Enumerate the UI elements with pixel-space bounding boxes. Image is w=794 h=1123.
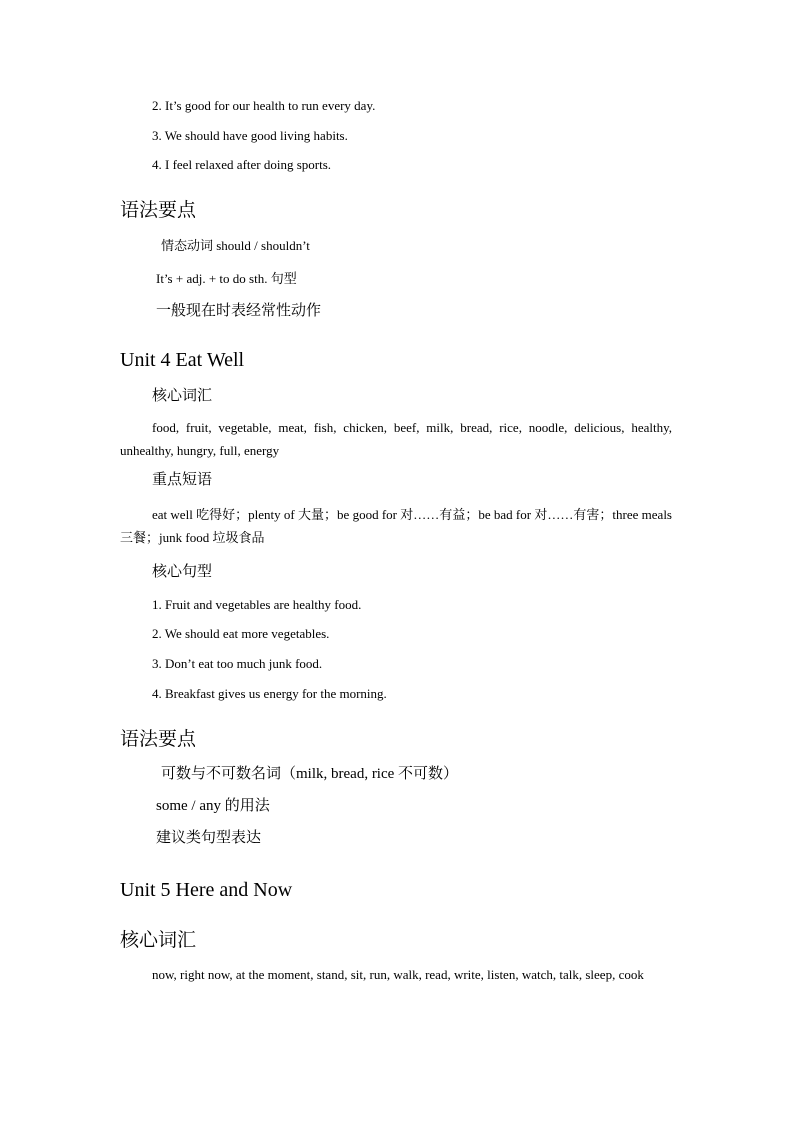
grammar-heading: 语法要点	[120, 729, 197, 750]
grammar-point: 建议类句型表达	[156, 830, 262, 846]
grammar-point: It’s + adj. + to do sth. 句型	[156, 271, 297, 286]
grammar-point: 一般现在时表经常性动作	[156, 303, 322, 319]
unit4-sentence-3: 3. Don’t eat too much junk food.	[152, 656, 323, 671]
grammar-point: some / any 的用法	[156, 798, 270, 814]
unit3-sentence-2: 2. It’s good for our health to run every day.	[152, 98, 376, 113]
unit5-title: Unit 5 Here and Now	[120, 879, 293, 901]
unit4-vocab-paragraph: food, fruit, vegetable, meat, fish, chicken, beef, milk, bread, rice, noodle, delicious, healthy, unhealthy, hungry, full, energy	[120, 420, 672, 458]
phrases-heading: 重点短语	[152, 472, 213, 488]
unit4-sentence-4: 4. Breakfast gives us energy for the morning.	[152, 686, 387, 701]
grammar-heading: 语法要点	[120, 200, 197, 221]
vocab-heading: 核心词汇	[152, 388, 213, 404]
unit3-sentence-3: 3. We should have good living habits.	[152, 128, 348, 143]
grammar-point: 可数与不可数名词（milk, bread, rice 不可数）	[161, 766, 459, 782]
unit4-phrases-paragraph: eat well 吃得好；plenty of 大量；be good for 对……有益；be bad for 对……有害；three meals 三餐；junk food 垃圾食品	[120, 507, 672, 545]
unit3-sentence-4: 4. I feel relaxed after doing sports.	[152, 157, 332, 172]
unit4-sentence-2: 2. We should eat more vegetables.	[152, 626, 330, 641]
vocab-heading: 核心词汇	[120, 930, 197, 951]
unit5-vocab-paragraph: now, right now, at the moment, stand, sit, run, walk, read, write, listen, watch, talk, sleep, cook	[152, 967, 644, 982]
unit4-title: Unit 4 Eat Well	[120, 349, 245, 371]
grammar-point: 情态动词 should / shouldn’t	[161, 238, 310, 253]
unit4-sentence-1: 1. Fruit and vegetables are healthy food.	[152, 597, 362, 612]
sentences-heading: 核心句型	[152, 564, 213, 580]
